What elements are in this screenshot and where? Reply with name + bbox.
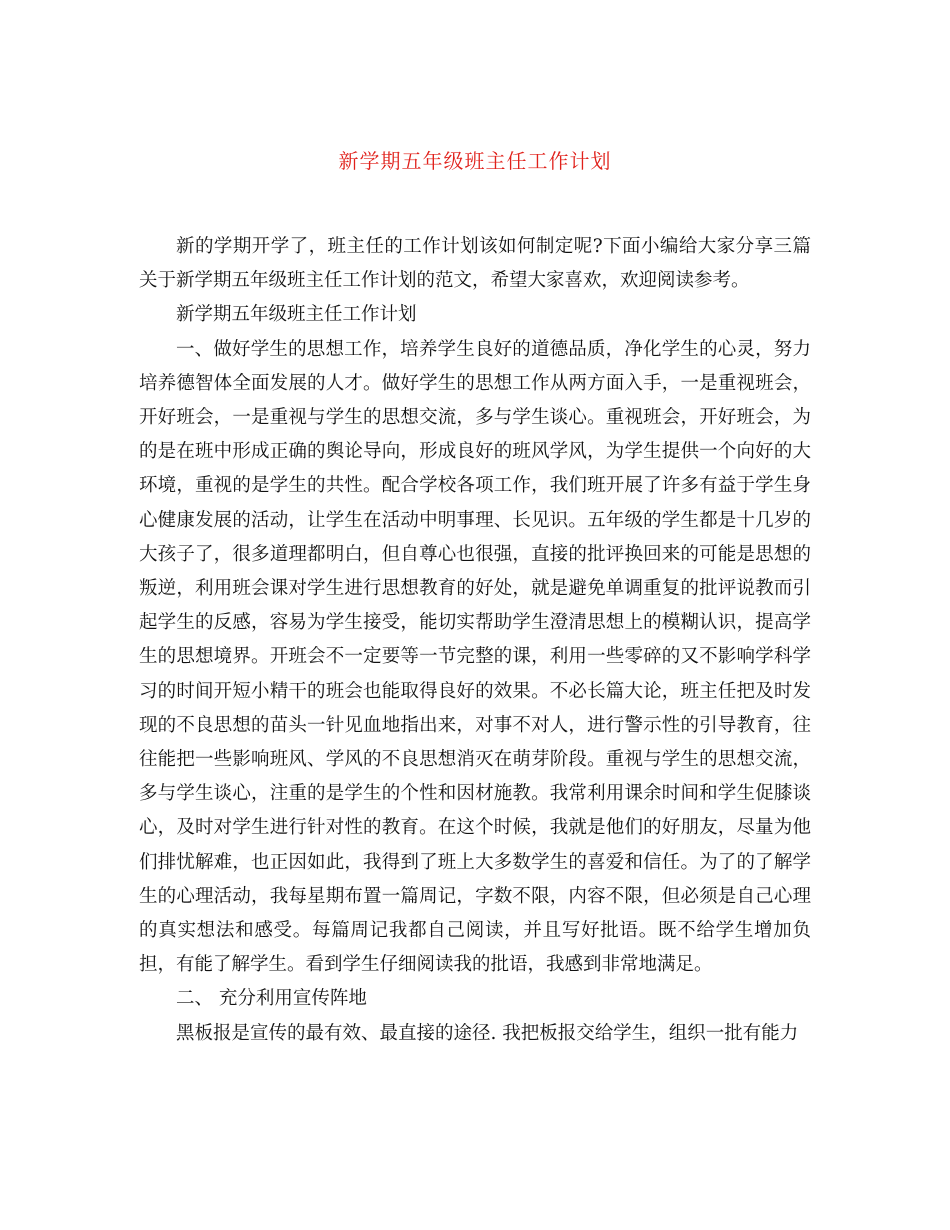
paragraph-section-two-body: 黑板报是宣传的最有效、最直接的途径. 我把板报交给学生，组织一批有能力 xyxy=(176,1022,799,1044)
paragraph-intro: 新的学期开学了，班主任的工作计划该如何制定呢?下面小编给大家分享三篇关于新学期五年级班主任工作计划的范文，希望大家喜欢，欢迎阅读参考。 xyxy=(139,236,811,292)
paragraph-section-one: 一、做好学生的思想工作，培养学生良好的道德品质，净化学生的心灵，努力培养德智体全面发展的人才。做好学生的思想工作从两方面入手，一是重视班会，开好班会，一是重视与学生的思想交流，多与学生谈心。重视班会，开好班会，为的是在班中形成正确的舆论导向，形成良好的班风学风，为学生提供一个向好的大环境，重视的是学生的共性。配合学校各项工作，我们班开展了许多有益于学生身心健康发展的活动，让学生在活动中明事理、长见识。五年级的学生都是十几岁的大孩子了，很多道理都明白，但自尊心也很强，直接的批评换回来的可能是思想的叛逆，利用班会课对学生进行思想教育的好处，就是避免单调重复的批评说教而引起学生的反感，容易为学生接受，能切实帮助学生澄清思想上的模糊认识，提高学生的思想境界。开班会不一定要等一节完整的课，利用一些零碎的又不影响学科学习的时间开短小精干的班会也能取得良好的效果。不必长篇大论，班主任把及时发现的不良思想的苗头一针见血地指出来，对事不对人，进行警示性的引导教育，往往能把一些影响班风、学风的不良思想消灭在萌芽阶段。重视与学生的思想交流，多与学生谈心，注重的是学生的个性和因材施教。我常利用课余时间和学生促膝谈心，及时对学生进行针对性的教育。在这个时候，我就是他们的好朋友，尽量为他们排忧解难，也正因如此，我得到了班上大多数学生的喜爱和信任。为了的了解学生的心理活动，我每星期布置一篇周记，字数不限，内容不限，但必须是自己心理的真实想法和感受。每篇周记我都自己阅读，并且写好批语。既不给学生增加负担，有能了解学生。看到学生仔细阅读我的批语，我感到非常地满足。 xyxy=(139,338,811,976)
document-title: 新学期五年级班主任工作计划 xyxy=(338,149,612,173)
paragraph-subtitle: 新学期五年级班主任工作计划 xyxy=(176,304,417,326)
paragraph-section-two-heading: 二、 充分利用宣传阵地 xyxy=(176,988,367,1010)
document-body xyxy=(139,230,811,1051)
